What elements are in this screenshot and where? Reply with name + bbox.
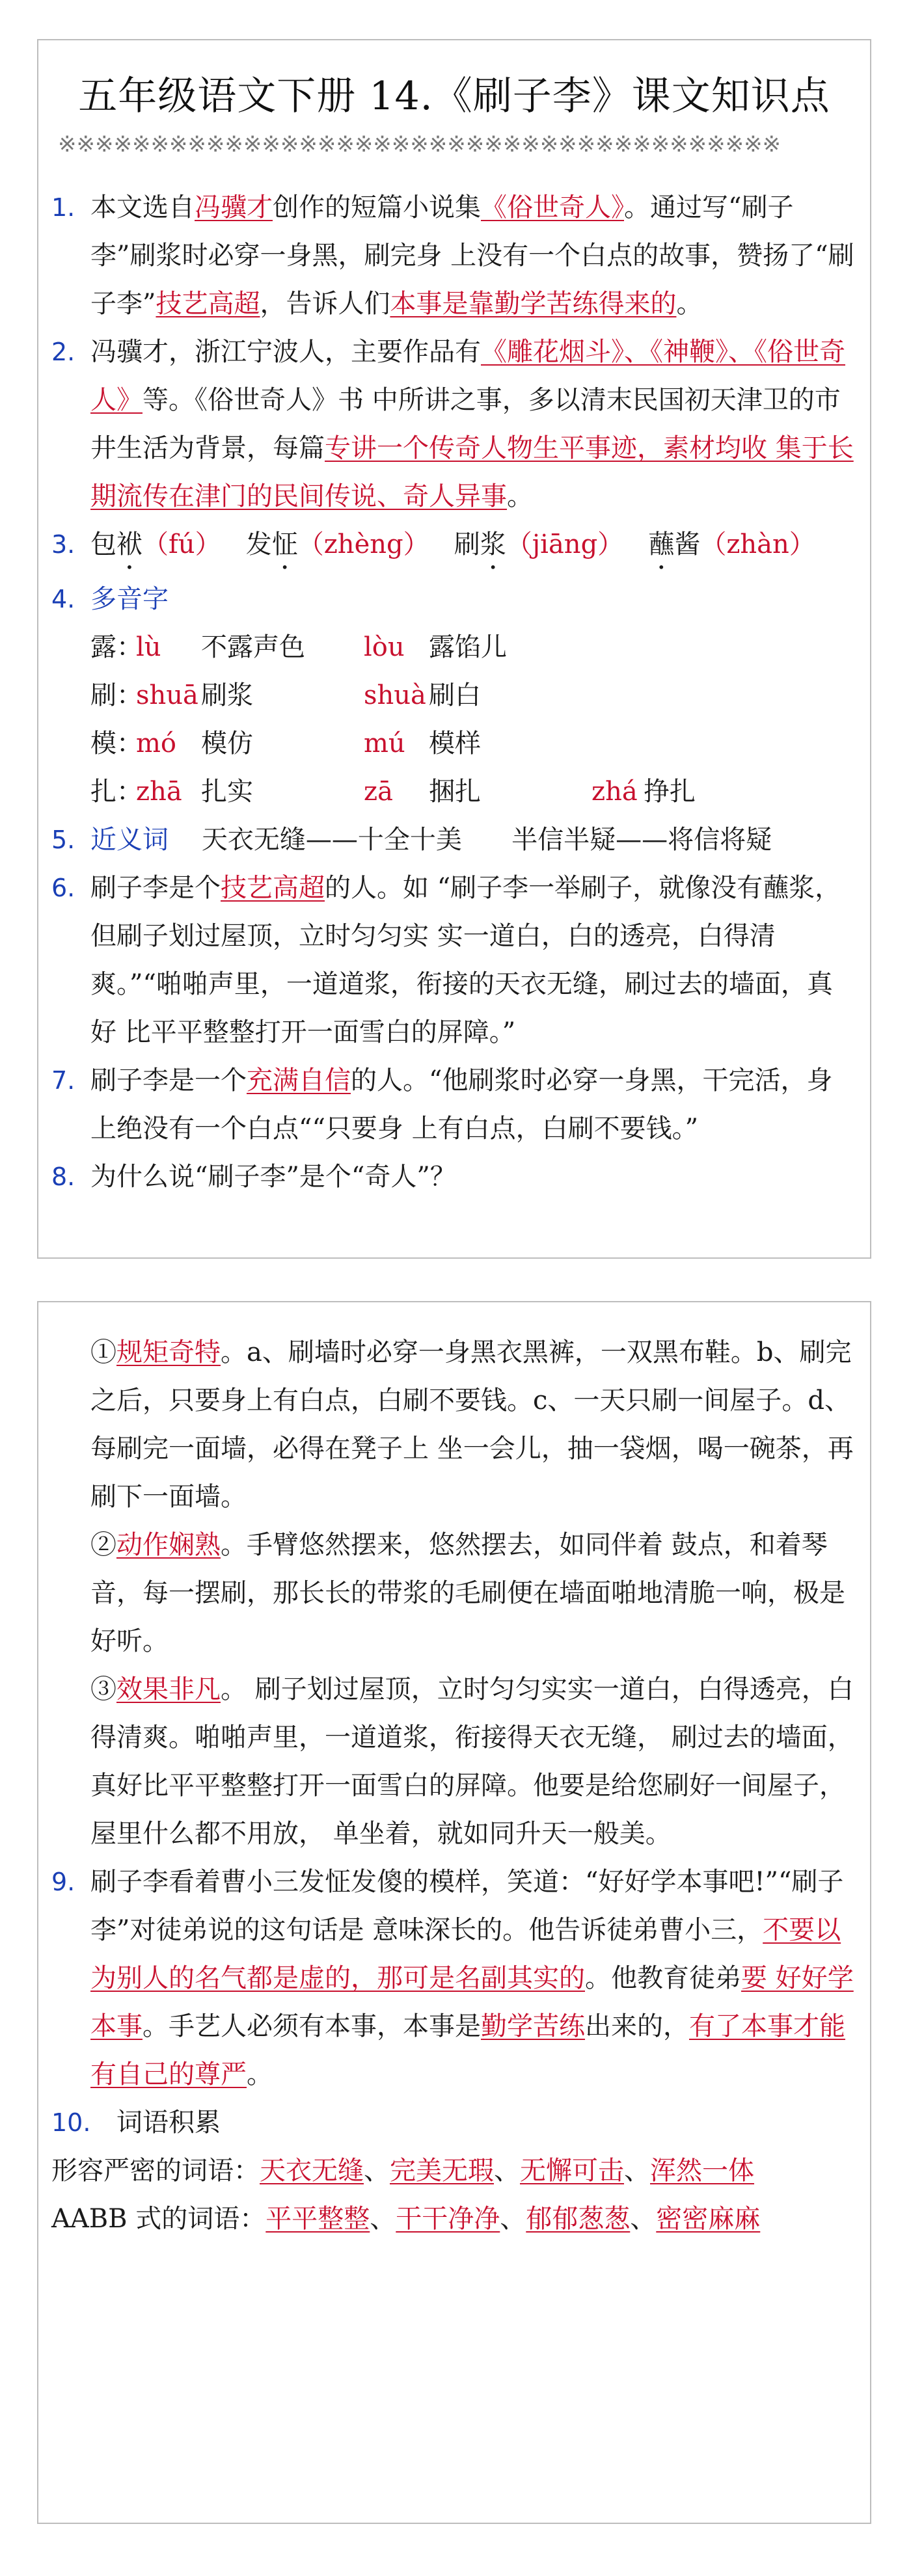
idiom: 平平整整 bbox=[265, 2204, 370, 2234]
keyword-highlight: 要 好好学本事 bbox=[90, 1963, 854, 2041]
polyphone-char: 扎： bbox=[90, 777, 143, 807]
word-list-label: 形容严密的词语： bbox=[51, 2156, 260, 2186]
text-run: 的人。“他刷浆时必穿一身黑，干完活，身上绝没有一个白点““只要身 上有白点，白刷不要钱。” bbox=[90, 1066, 833, 1144]
point-7 bbox=[51, 1056, 857, 1153]
text-run: 。 bbox=[507, 481, 533, 511]
text-run: 等。《俗世奇人》书 中所讲之事，多以清末民国初天津卫的市井生活为背景，每篇 bbox=[90, 385, 841, 463]
point-3 bbox=[51, 520, 857, 575]
separator: 、 bbox=[630, 2204, 657, 2234]
text-run: 冯骥才，浙江宁波人，主要作品有 bbox=[90, 337, 481, 367]
pinyin: zhā bbox=[136, 777, 182, 807]
polyphone-table bbox=[51, 623, 857, 816]
point-number: 8. bbox=[51, 1162, 75, 1191]
keyword-highlight: 勤学苦练 bbox=[481, 2011, 585, 2041]
synonym-pair: 天衣无缝——十全十美 bbox=[201, 825, 462, 855]
point-5 bbox=[51, 816, 857, 864]
pinyin: mó bbox=[136, 729, 177, 758]
answer-body: 。手臂悠然摆来，悠然摆去，如同伴着 鼓点，和着琴音，每一摆刷，那长长的带浆的毛刷便在墙面啪地清脆一响，极是好听。 bbox=[90, 1530, 845, 1656]
point-8 bbox=[51, 1153, 857, 1201]
pinyin: （fú） bbox=[143, 530, 221, 559]
text-run: 。 bbox=[247, 2059, 273, 2089]
section-label: 多音字 bbox=[90, 584, 169, 614]
section-label: 近义词 bbox=[90, 825, 169, 855]
word: 刷白 bbox=[429, 680, 481, 710]
word-list-tight bbox=[51, 2147, 857, 2195]
separator: 、 bbox=[624, 2156, 650, 2186]
separator: 、 bbox=[364, 2156, 390, 2186]
idiom: 干干净净 bbox=[396, 2204, 500, 2234]
point-number: 2. bbox=[51, 338, 75, 366]
point-number: 5. bbox=[51, 825, 75, 854]
synonym-line bbox=[90, 816, 857, 864]
word: 蘸酱 bbox=[648, 530, 701, 559]
text-run: 出来的， bbox=[585, 2011, 689, 2041]
answer-paragraph-1 bbox=[51, 1328, 857, 1521]
point-10 bbox=[51, 2099, 857, 2147]
word: 刷浆 bbox=[454, 530, 506, 559]
word: 发怔 bbox=[245, 530, 298, 559]
word: 模样 bbox=[429, 729, 481, 758]
word: 模仿 bbox=[201, 729, 253, 758]
word: 扎实 bbox=[201, 777, 253, 807]
point-9 bbox=[51, 1858, 857, 2099]
pinyin: zhá bbox=[591, 777, 638, 807]
answer-body: 。a、刷墙时必穿一身黑衣黑裤，一双黑布鞋。b、刷完之后，只要身上有白点，白刷不要钱。c、一天只刷一间屋子。d、每刷完一面墙，必得在凳子上 坐一会儿，抽一袋烟，喝一碗茶，再刷下一面墙。 bbox=[90, 1337, 854, 1512]
point-number: 3. bbox=[51, 530, 75, 559]
point-number: 10. bbox=[51, 2108, 91, 2137]
word-list-label: AABB 式的词语： bbox=[51, 2204, 266, 2234]
answer-body: 。 刷子划过屋顶，立时匀匀实实一道白，白得透亮，白得清爽。啪啪声里，一道道浆，衔接得天衣无缝， 刷过去的墙面，真好比平平整整打开一面雪白的屏障。他要是给您刷好一间屋子，屋里什么都不用放， 单坐着，就如同升天一般美。 bbox=[90, 1674, 854, 1849]
word: 捆扎 bbox=[429, 777, 481, 807]
point-number: 7. bbox=[51, 1066, 75, 1095]
keyword-highlight: 技艺高超 bbox=[156, 289, 260, 319]
pinyin: lù bbox=[136, 632, 161, 662]
circled-number: ③ bbox=[90, 1674, 116, 1704]
text-run: 本文选自 bbox=[90, 193, 195, 222]
point-4 bbox=[51, 575, 857, 623]
card-bottom-content bbox=[51, 1328, 857, 2243]
works-highlight: 《雕花烟斗》、《神鞭》、《俗世奇人》 bbox=[90, 337, 845, 415]
point-text bbox=[90, 1858, 857, 2099]
keyword-highlight: 不要以为别人的名气都是虚的，那可是名副其实的 bbox=[90, 1915, 841, 1993]
point-1 bbox=[51, 183, 857, 328]
point-number: 4. bbox=[51, 585, 75, 613]
synonym-pair: 半信半疑——将信将疑 bbox=[511, 825, 772, 855]
author-highlight: 冯骥才 bbox=[195, 193, 273, 222]
word: 挣扎 bbox=[644, 777, 696, 807]
decorative-divider: ※※※※※※※※※※※※※※※※※※※※※※※※※※※※※※※※※※※※※※※ bbox=[58, 131, 782, 157]
idiom: 浑然一体 bbox=[650, 2156, 754, 2186]
polyphone-row bbox=[51, 623, 857, 671]
answer-paragraph-3 bbox=[51, 1665, 857, 1858]
idiom: 完美无瑕 bbox=[390, 2156, 494, 2186]
point-number: 9. bbox=[51, 1868, 75, 1896]
pinyin: lòu bbox=[364, 632, 405, 662]
text-run: 。 bbox=[676, 289, 703, 319]
polyphone-char: 露： bbox=[90, 632, 143, 662]
text-run: 刷子李看着曹小三发怔发傻的模样，笑道：“好好学本事吧!”“刷子李”对徒弟说的这句话是 意味深长的。他告诉徒弟曹小三， bbox=[90, 1867, 844, 1945]
word: 露馅儿 bbox=[429, 632, 507, 662]
keyword-highlight: 有了本事才能有自己的尊严 bbox=[90, 2011, 845, 2089]
answer-heading: 效果非凡 bbox=[116, 1674, 221, 1704]
point-text bbox=[90, 864, 857, 1056]
polyphone-row bbox=[51, 719, 857, 768]
theme-highlight: 本事是靠勤学苦练得来的 bbox=[390, 289, 677, 319]
content-highlight: 专讲一个传奇人物生平事迹，素材均收 集于长期流传在津门的民间传说、奇人异事 bbox=[90, 433, 854, 511]
pinyin: shuà bbox=[364, 680, 426, 710]
word: 不露声色 bbox=[201, 632, 305, 662]
separator: 、 bbox=[500, 2204, 526, 2234]
idiom: 无懈可击 bbox=[520, 2156, 624, 2186]
keyword-highlight: 充满自信 bbox=[247, 1066, 351, 1095]
text-run: 的人。如 “刷子李一举刷子，就像没有蘸浆，但刷子划过屋顶，立时匀匀实 实一道白，白的透亮，白得清爽。”“啪啪声里，一道道浆，衔接的天衣无缝，刷过去的墙面，真好 比平平整整打开一面雪白的屏障。” bbox=[90, 873, 841, 1047]
point-6 bbox=[51, 864, 857, 1056]
point-number: 6. bbox=[51, 874, 75, 902]
page-title: 五年级语文下册 14.《刷子李》课文知识点 bbox=[78, 74, 830, 119]
polyphone-row bbox=[51, 671, 857, 719]
pinyin: （jiāng） bbox=[506, 530, 624, 559]
text-run: 刷子李是一个 bbox=[90, 1066, 247, 1095]
knowledge-card-top bbox=[37, 39, 871, 1259]
pronunciation-line bbox=[90, 520, 857, 575]
word: 刷浆 bbox=[201, 680, 253, 710]
point-2 bbox=[51, 328, 857, 520]
pinyin: （zhàn） bbox=[700, 530, 815, 559]
text-run: ，告诉人们 bbox=[260, 289, 390, 319]
answer-heading: 动作娴熟 bbox=[116, 1530, 221, 1560]
point-number: 1. bbox=[51, 193, 75, 222]
word: 包袱 bbox=[90, 530, 143, 559]
separator: 、 bbox=[494, 2156, 520, 2186]
card-top-content bbox=[51, 183, 857, 1201]
polyphone-char: 模： bbox=[90, 729, 143, 758]
point-text bbox=[90, 183, 857, 328]
text-run: 。手艺人必须有本事，本事是 bbox=[143, 2011, 481, 2041]
question-text: 为什么说“刷子李”是个“奇人”？ bbox=[90, 1162, 456, 1192]
text-run: 刷子李是个 bbox=[90, 873, 221, 903]
idiom: 密密麻麻 bbox=[656, 2204, 761, 2234]
word-list-aabb bbox=[51, 2195, 857, 2243]
idiom: 天衣无缝 bbox=[260, 2156, 364, 2186]
text-run: 。通过写“刷子李”刷浆时必穿一身黑，刷完身 上没有一个白点的故事，赞扬了“刷子李” bbox=[90, 193, 854, 319]
point-text bbox=[90, 328, 857, 520]
text-run: 。他教育徒弟 bbox=[585, 1963, 741, 1993]
separator: 、 bbox=[370, 2204, 396, 2234]
idiom: 郁郁葱葱 bbox=[526, 2204, 631, 2234]
answer-heading: 规矩奇特 bbox=[116, 1337, 221, 1367]
circled-number: ① bbox=[90, 1337, 116, 1367]
knowledge-card-bottom bbox=[37, 1301, 871, 2524]
text-run: 创作的短篇小说集 bbox=[273, 193, 481, 222]
pinyin: mú bbox=[364, 729, 405, 758]
pinyin: zā bbox=[364, 777, 393, 807]
book-highlight: 《俗世奇人》 bbox=[481, 193, 624, 222]
circled-number: ② bbox=[90, 1530, 116, 1560]
polyphone-row bbox=[51, 768, 857, 816]
section-label: 词语积累 bbox=[116, 2108, 221, 2138]
polyphone-char: 刷： bbox=[90, 680, 143, 710]
pinyin: shuā bbox=[136, 680, 198, 710]
pinyin: （zhèng） bbox=[297, 530, 429, 559]
answer-paragraph-2 bbox=[51, 1521, 857, 1665]
keyword-highlight: 技艺高超 bbox=[221, 873, 325, 903]
point-text bbox=[90, 1056, 857, 1153]
